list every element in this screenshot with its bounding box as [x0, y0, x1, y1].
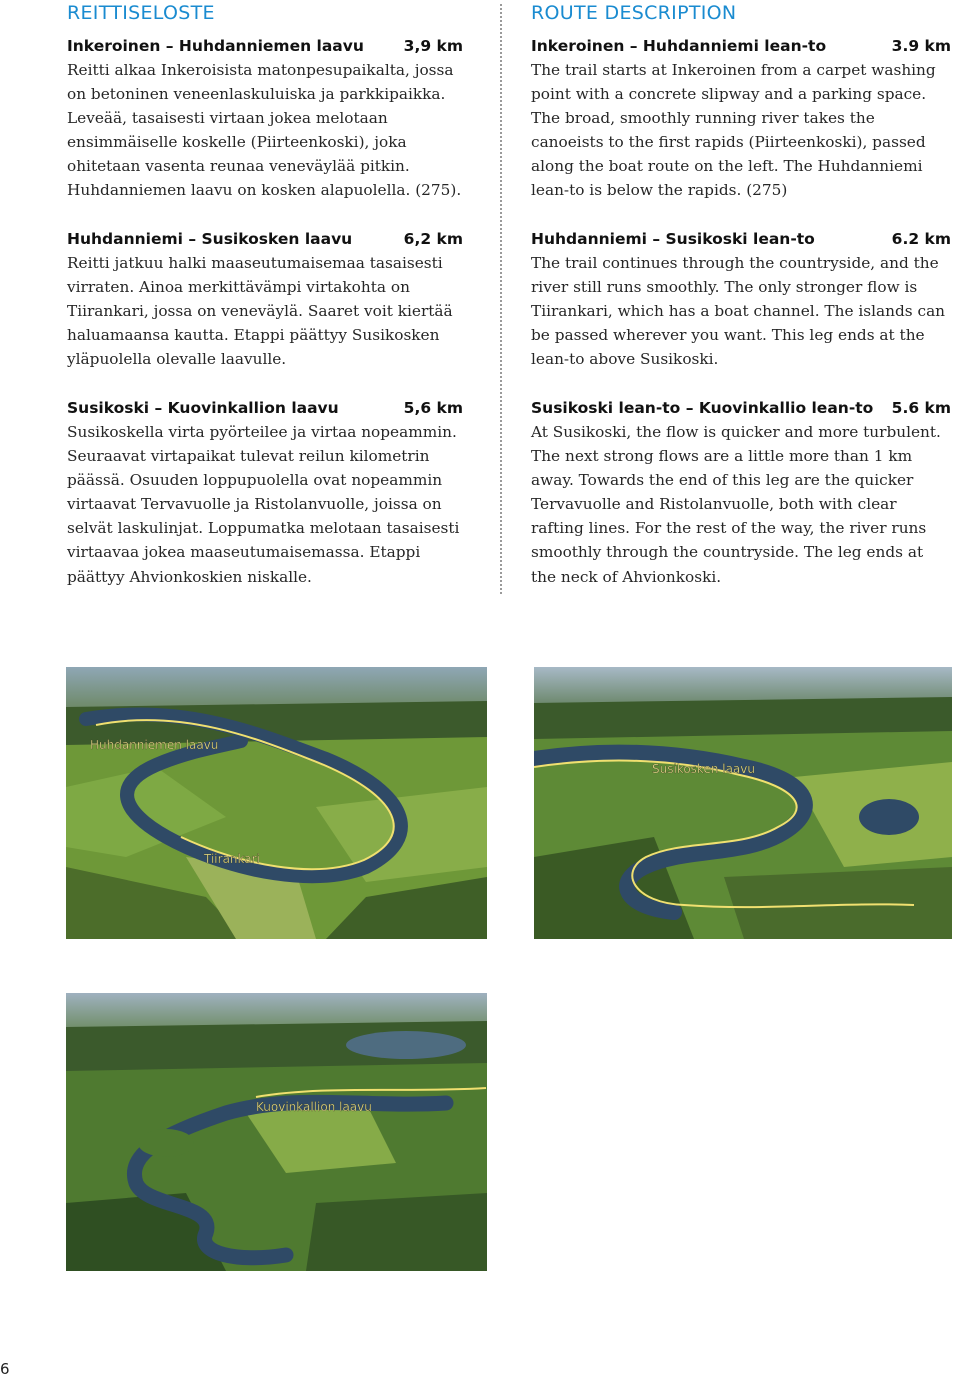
section-text: The trail continues through the countryside, and the river still runs smoothly. The only stronger flow is Tiirankari, which has a boat channel. The islands can be passed wherever you want. This leg ends at the lean-to above Susikoski. [531, 254, 946, 369]
page-number: 6 [0, 1360, 10, 1378]
section-text: The trail starts at Inkeroinen from a carpet washing point with a concrete slipway and a parking space. The broad, smoothly running river takes the canoeists to the first rapids (Piirteenkoski), passed along the boat route on the left. The Huhdanniemi lean-to is below the rapids. (275) [531, 61, 936, 200]
section-text: Susikoskella virta pyörteilee ja virtaa nopeammin. Seuraavat virtapaikat tulevat reilun kilometrin päässä. Osuuden loppupuolella ovat nopeammin virtaavat Tervavuolle ja Ristolanvuolle, joissa on selvät laskulinjat. Loppumatka melotaan tasaisesti virtaavaa jokea maaseutumaisemassa. Etappi päättyy Ahvionkoskien niskalle. [67, 423, 460, 586]
aerial-photo-huhdanniemi [66, 667, 487, 939]
section-title: Huhdanniemi – Susikosken laavu [67, 230, 353, 248]
section-distance: 5,6 km [403, 399, 463, 417]
photo-label: Tiirankari [204, 852, 260, 866]
section-en-1 [531, 34, 951, 203]
section-en-3 [531, 396, 951, 589]
column-divider [500, 4, 502, 594]
section-header [531, 227, 951, 251]
section-distance: 5.6 km [891, 399, 951, 417]
section-header [531, 396, 951, 420]
section-title: Inkeroinen – Huhdanniemi lean-to [531, 37, 827, 55]
section-en-2 [531, 227, 951, 371]
section-header [67, 396, 463, 420]
photo-label: Huhdanniemen laavu [90, 738, 219, 752]
heading-english: ROUTE DESCRIPTION [531, 2, 737, 24]
section-title: Inkeroinen – Huhdanniemen laavu [67, 37, 364, 55]
section-title: Susikoski – Kuovinkallion laavu [67, 399, 339, 417]
section-title: Susikoski lean-to – Kuovinkallio lean-to [531, 399, 874, 417]
section-fi-3 [67, 396, 463, 589]
section-header [531, 34, 951, 58]
section-title: Huhdanniemi – Susikoski lean-to [531, 230, 815, 248]
section-distance: 6.2 km [891, 230, 951, 248]
aerial-photo-kuovinkallio [66, 993, 487, 1271]
section-text: Reitti jatkuu halki maaseutumaisemaa tasaisesti virraten. Ainoa merkittävämpi virtakohta on Tiirankari, jossa on veneväylä. Saaret voit kiertää haluamaansa kautta. Etappi päättyy Susikosken yläpuolella olevalle laavulle. [67, 254, 453, 369]
section-distance: 3,9 km [403, 37, 463, 55]
section-text: At Susikoski, the flow is quicker and more turbulent. The next strong flows are a little more than 1 km away. Towards the end of this leg are the quicker Tervavuolle and Ristolanvuolle, both with clear rafting lines. For the rest of the way, the river runs smoothly through the countryside. The leg ends at the neck of Ahvionkoski. [531, 423, 941, 586]
heading-finnish: REITTISELOSTE [67, 2, 215, 24]
section-fi-2 [67, 227, 463, 371]
photo-label: Kuovinkallion laavu [256, 1100, 372, 1114]
section-text: Reitti alkaa Inkeroisista matonpesupaikalta, jossa on betoninen veneenlaskuluiska ja parkkipaikka. Leveää, tasaisesti virtaan jokea melotaan ensimmäiselle koskelle (Piirteenkoski), joka ohitetaan vasenta reunaa veneväylää pitkin. Huhdanniemen laavu on kosken alapuolella. (275). [67, 61, 462, 200]
section-header [67, 34, 463, 58]
section-distance: 3.9 km [891, 37, 951, 55]
section-distance: 6,2 km [403, 230, 463, 248]
section-header [67, 227, 463, 251]
aerial-photo-susikoski [534, 667, 952, 939]
photo-label: Susikosken laavu [652, 762, 755, 776]
section-fi-1 [67, 34, 463, 203]
